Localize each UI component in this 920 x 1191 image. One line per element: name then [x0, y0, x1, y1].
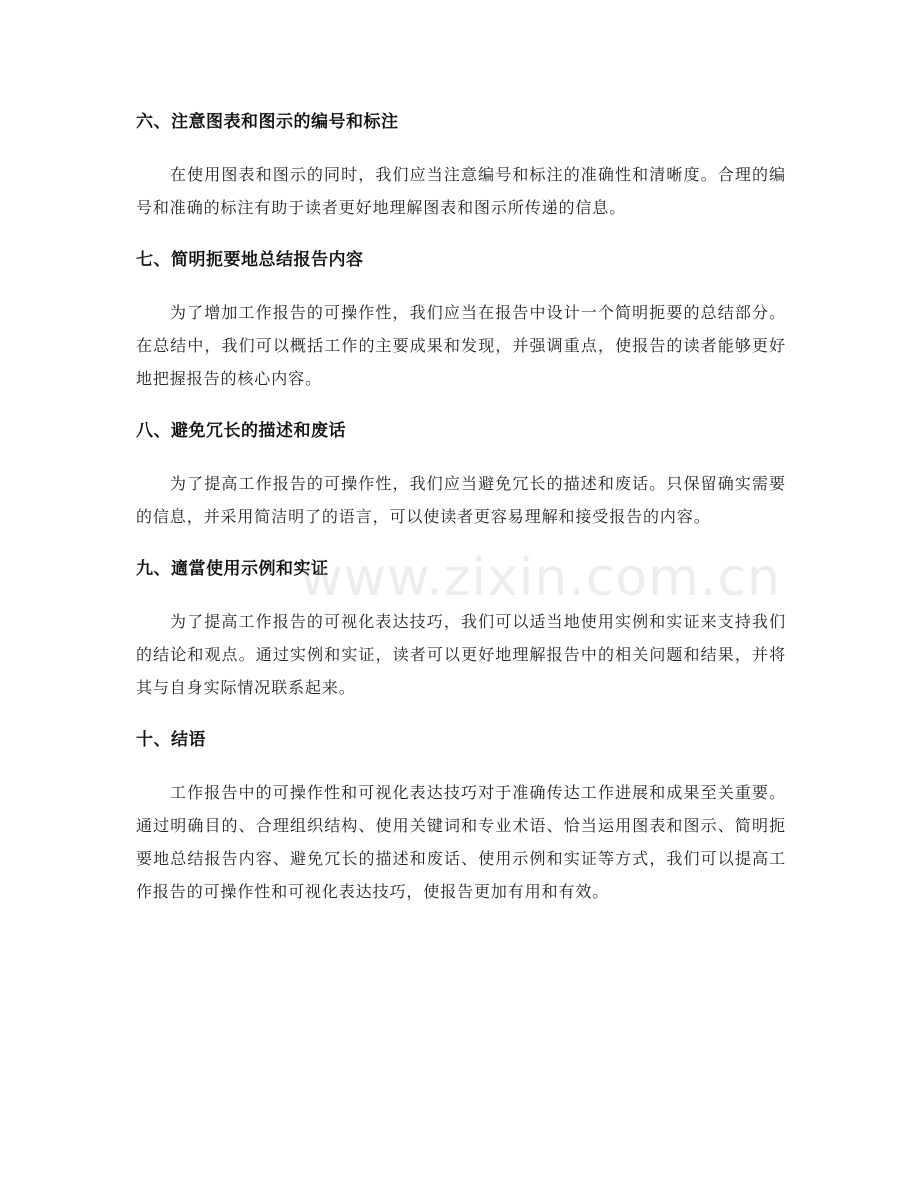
- watermark: www.zixin.com.cn: [300, 548, 781, 608]
- section-body-6: 在使用图表和图示的同时，我们应当注意编号和标注的准确性和清晰度。合理的编号和准确的标注有助于读者更好地理解图表和图示所传递的信息。: [136, 165, 786, 217]
- section-heading-6: 六、注意图表和图示的编号和标注: [136, 112, 399, 132]
- section-body-8: 为了提高工作报告的可操作性，我们应当避免冗长的描述和废话。只保留确实需要的信息，并采用简洁明了的语言，可以使读者更容易理解和接受报告的内容。: [136, 474, 786, 526]
- section-heading-9: 九、適當使用示例和实证: [136, 559, 329, 579]
- section-body-9: 为了提高工作报告的可视化表达技巧，我们可以适当地使用实例和实证来支持我们的结论和观点。通过实例和实证，读者可以更好地理解报告中的相关问题和结果，并将其与自身实际情况联系起来。: [136, 612, 786, 697]
- document-content: [136, 106, 786, 928]
- section-body-10: 工作报告中的可操作性和可视化表达技巧对于准确传达工作进展和成果至关重要。通过明确目的、合理组织结构、使用关键词和专业术语、恰当运用图表和图示、简明扼要地总结报告内容、避免冗长的描述和废话、使用示例和实证等方式，我们可以提高工作报告的可操作性和可视化表达技巧，使报告更加有用和有效。: [136, 783, 786, 901]
- section-body-7: 为了增加工作报告的可操作性，我们应当在报告中设计一个简明扼要的总结部分。在总结中，我们可以概括工作的主要成果和发现，并强调重点，使报告的读者能够更好地把握报告的核心内容。: [136, 303, 786, 388]
- section-heading-10: 十、结语: [136, 730, 206, 750]
- section-heading-7: 七、简明扼要地总结报告内容: [136, 250, 364, 270]
- section-heading-8: 八、避免冗长的描述和废话: [136, 421, 346, 441]
